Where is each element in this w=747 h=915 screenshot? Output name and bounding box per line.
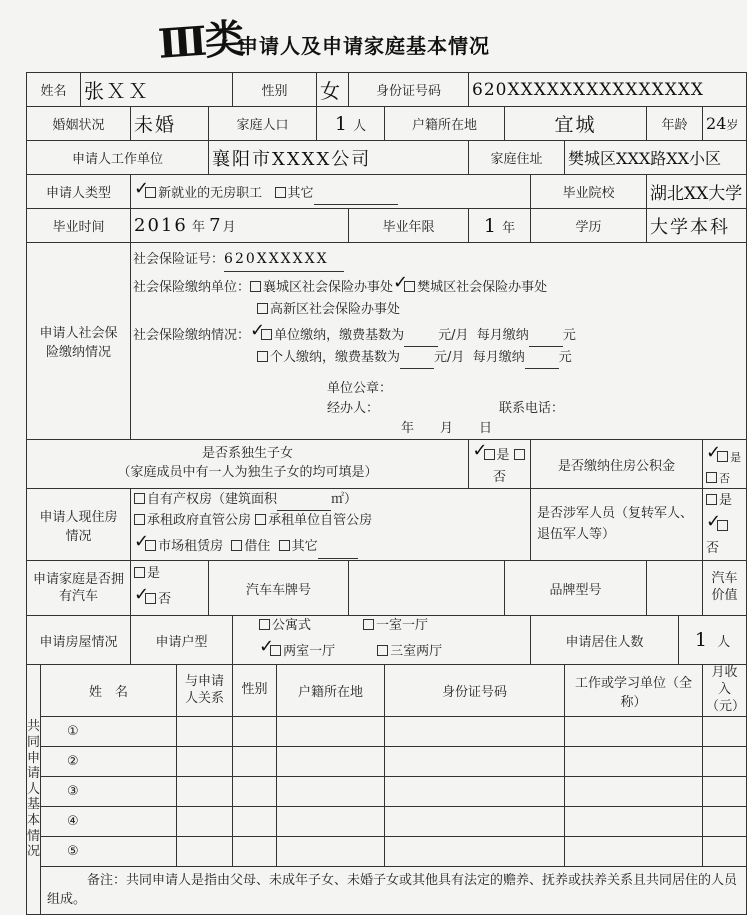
ss-handler: 经办人： <box>327 400 380 416</box>
only-child-tick-icon: ✓ <box>472 440 488 462</box>
ss-status-line-2 <box>133 348 746 369</box>
checkbox-one-room[interactable] <box>363 619 374 630</box>
checkbox-only-child-no[interactable] <box>514 449 525 460</box>
home-address-handwriting: 樊城区XXX路XX小区 <box>568 149 722 168</box>
area-blank[interactable] <box>277 490 331 511</box>
unit-type-opt3: 两室一厅 <box>283 644 336 660</box>
ss-per-month-2: 元/月 <box>434 349 465 365</box>
checkbox-own-property[interactable] <box>134 493 145 504</box>
only-child-yes: 是 <box>496 448 510 464</box>
only-child-label: 是否系独生子女 <box>202 446 294 462</box>
personal-monthly-blank[interactable] <box>525 348 559 369</box>
graduation-years-value <box>469 209 531 243</box>
co-header-relation: 与申请人关系 <box>177 665 233 717</box>
household-location-value <box>505 107 647 141</box>
id-number-handwriting: 620XXXXXXXXXXXXXXX <box>472 79 705 100</box>
ss-status-opt2: 个人缴纳，缴费基数为 <box>270 349 401 365</box>
unit-type-opt1: 公寓式 <box>272 618 312 634</box>
row-applicant-type <box>27 175 747 209</box>
housing-fund-no: 否 <box>719 471 731 485</box>
ss-status-tick-icon: ✓ <box>250 319 266 341</box>
housing-line-1 <box>134 490 527 511</box>
only-child-options <box>469 440 531 489</box>
unit-type-options <box>233 616 531 665</box>
only-child-note: （家庭成员中有一人为独生子女的均可填是） <box>117 465 378 481</box>
checkbox-gaoxin[interactable] <box>257 303 268 314</box>
apply-unit-type-label: 申请户型 <box>131 616 233 665</box>
unit-base-blank[interactable] <box>404 326 438 347</box>
applicant-type-tick-icon: ✓ <box>134 177 150 199</box>
only-child-cell <box>27 440 469 489</box>
co-header-household: 户籍所在地 <box>277 665 385 717</box>
row-current-housing <box>27 489 747 561</box>
ss-yuan-2: 元 <box>558 349 572 365</box>
military-no: 否 <box>706 540 720 556</box>
education-handwriting: 大学本科 <box>650 216 731 238</box>
unit-type-opt4: 三室两厅 <box>390 644 443 660</box>
home-address-value <box>565 141 747 175</box>
ss-unit-line <box>133 272 746 300</box>
checkbox-unit-public[interactable] <box>255 514 266 525</box>
co-row-number: ⑤ <box>41 836 177 866</box>
graduate-school-value <box>647 175 747 209</box>
unit-type-line-1 <box>259 616 527 636</box>
housing-opt6: 其它 <box>291 539 318 555</box>
id-number-value <box>469 73 747 107</box>
ss-number-label: 社会保险证号： <box>133 252 225 267</box>
row-car <box>27 561 747 616</box>
applicant-type-label: 申请人类型 <box>27 175 131 209</box>
graduation-time-label: 毕业时间 <box>27 209 131 243</box>
name-value <box>81 73 233 107</box>
form-title: 申请人及申请家庭基本情况 <box>238 34 490 58</box>
housing-line-2 <box>134 511 527 531</box>
has-car-options <box>131 561 209 616</box>
checkbox-car-yes[interactable] <box>134 567 145 578</box>
row-marital <box>27 107 747 141</box>
handwritten-category: Ⅲ类 <box>156 15 245 68</box>
name-handwriting: 张ＸＸ <box>84 79 151 103</box>
current-housing-options <box>131 489 531 561</box>
household-size-handwriting: 1 <box>334 112 349 135</box>
co-header-id: 身份证号码 <box>385 665 565 717</box>
co-row-number: ① <box>41 716 177 746</box>
car-yes: 是 <box>147 566 161 582</box>
co-header-gender: 性别 <box>233 665 277 717</box>
graduation-years-unit: 年 <box>502 220 516 236</box>
co-header-work: 工作或学习单位（全称） <box>565 665 703 717</box>
ss-number-line <box>133 249 746 272</box>
housing-tick-icon: ✓ <box>134 531 150 553</box>
age-handwriting: 24 <box>706 114 727 133</box>
graduate-school-handwriting: 湖北XX大学 <box>650 184 743 204</box>
option-other-type: 其它 <box>287 185 314 201</box>
military-tick-icon: ✓ <box>706 510 722 532</box>
id-number-label: 身份证号码 <box>349 73 469 107</box>
ss-status-label: 社会保险缴纳情况： <box>133 327 251 343</box>
table-row <box>27 836 747 866</box>
housing-fund-label: 是否缴纳住房公积金 <box>531 440 703 489</box>
unit-type-line-2 <box>259 636 527 664</box>
applicant-type-options <box>131 175 531 209</box>
military-label: 是否涉军人员（复转军人、退伍军人等） <box>531 489 703 561</box>
age-value <box>703 107 747 141</box>
work-unit-label: 申请人工作单位 <box>27 141 209 175</box>
row-social-security <box>27 243 747 440</box>
co-row-number: ④ <box>41 806 177 836</box>
only-child-no: 否 <box>493 470 507 486</box>
ss-status-opt1: 单位缴纳，缴费基数为 <box>274 327 405 343</box>
graduation-year-char: 年 <box>191 220 205 235</box>
brand-model-value[interactable] <box>647 561 703 616</box>
resident-count-unit: 人 <box>717 635 731 651</box>
graduation-year-handwriting: 2016 <box>134 215 188 236</box>
row-apply-housing <box>27 616 747 665</box>
checkbox-borrowed[interactable] <box>231 540 242 551</box>
housing-opt2: 承租政府直管公房 <box>147 513 252 529</box>
household-size-label: 家庭人口 <box>209 107 317 141</box>
military-yes: 是 <box>719 492 733 508</box>
education-label: 学历 <box>531 209 647 243</box>
housing-opt4: 市场租赁房 <box>158 539 224 555</box>
marital-handwriting: 未婚 <box>134 114 177 136</box>
ss-unit-tick-icon: ✓ <box>393 271 409 293</box>
plate-number-label: 汽车车牌号 <box>209 561 349 616</box>
ss-unit-line-2 <box>133 300 746 320</box>
checkbox-other-type[interactable] <box>275 187 286 198</box>
personal-base-blank[interactable] <box>400 348 434 369</box>
co-row-number: ③ <box>41 776 177 806</box>
military-options <box>703 489 747 561</box>
social-security-label: 申请人社会保险缴纳情况 <box>27 243 131 440</box>
home-address-label: 家庭住址 <box>469 141 565 175</box>
unit-monthly-blank[interactable] <box>529 326 563 347</box>
plate-number-value[interactable] <box>349 561 505 616</box>
checkbox-military-yes[interactable] <box>706 494 717 505</box>
work-unit-value <box>209 141 469 175</box>
education-value <box>647 209 747 243</box>
gender-label: 性别 <box>233 73 317 107</box>
car-tick-icon: ✓ <box>134 584 150 606</box>
age-unit: 岁 <box>726 118 739 132</box>
co-row-number: ② <box>41 746 177 776</box>
housing-fund-tick-icon: ✓ <box>706 441 722 463</box>
checkbox-housing-fund-no[interactable] <box>706 472 717 483</box>
car-value-label: 汽车价值 <box>703 561 747 616</box>
housing-fund-options <box>703 440 747 489</box>
resident-count-value <box>679 616 747 665</box>
ss-unit-opt3: 高新区社会保险办事处 <box>270 301 401 317</box>
table-row <box>27 716 747 746</box>
ss-per-month-1: 元/月 <box>438 327 469 343</box>
housing-area-unit: ㎡） <box>331 492 358 508</box>
ss-phone: 联系电话： <box>499 400 565 416</box>
name-label: 姓名 <box>27 73 81 107</box>
brand-model-label: 品牌型号 <box>505 561 647 616</box>
housing-fund-yes: 是 <box>730 450 742 464</box>
row-graduation <box>27 209 747 243</box>
ss-unit-opt1: 襄城区社会保险办事处 <box>263 279 394 295</box>
housing-other-blank[interactable] <box>318 537 358 558</box>
ss-monthly-pay-1: 每月缴纳 <box>476 327 529 343</box>
housing-opt1: 自有产权房（建筑面积 <box>147 492 278 508</box>
remark-row <box>27 866 747 914</box>
ss-unit-opt2: 樊城区社会保险办事处 <box>417 279 548 295</box>
graduate-school-label: 毕业院校 <box>531 175 647 209</box>
applicant-info-table <box>26 72 747 915</box>
table-row <box>27 806 747 836</box>
form-header <box>0 0 720 70</box>
ss-date-line: 年 月 日 <box>401 421 493 437</box>
ss-number-handwriting: 620XXXXXX <box>224 249 344 272</box>
age-label: 年龄 <box>647 107 703 141</box>
graduation-time-value <box>131 209 349 243</box>
unit-type-opt2: 一室一厅 <box>376 618 429 634</box>
unit-type-tick-icon: ✓ <box>259 636 275 658</box>
gender-value <box>317 73 349 107</box>
graduation-years-handwriting: 1 <box>483 214 499 237</box>
row-name <box>27 73 747 107</box>
social-security-content <box>131 243 747 440</box>
ss-yuan-1: 元 <box>562 327 576 343</box>
has-car-label: 申请家庭是否拥有汽车 <box>27 561 131 616</box>
checkbox-personal-pay[interactable] <box>257 351 268 362</box>
graduation-month-handwriting: 7 <box>209 215 223 236</box>
household-location-label: 户籍所在地 <box>385 107 505 141</box>
ss-seal-line: 单位公章： <box>327 380 393 396</box>
housing-line-3 <box>134 531 527 559</box>
co-applicant-header-row <box>27 665 747 717</box>
ss-handler-line <box>133 399 746 419</box>
ss-status-line <box>133 320 746 348</box>
household-size-value <box>317 107 385 141</box>
checkbox-apartment[interactable] <box>259 619 270 630</box>
car-no: 否 <box>158 592 172 608</box>
household-size-unit: 人 <box>353 118 367 134</box>
marital-status-label: 婚姻状况 <box>27 107 131 141</box>
apply-housing-label: 申请房屋情况 <box>27 616 131 665</box>
table-row <box>27 776 747 806</box>
graduation-month-char: 月 <box>222 220 236 235</box>
remark-text: 备注：共同申请人是指由父母、未成年子女、未婚子女或其他具有法定的赡养、抚养或扶养关系且共同居住的人员组成。 <box>41 866 747 914</box>
checkbox-housing-other[interactable] <box>279 540 290 551</box>
option-new-employee: 新就业的无房职工 <box>158 185 263 201</box>
work-unit-handwriting: 襄阳市XXXX公司 <box>212 148 372 170</box>
row-work <box>27 141 747 175</box>
current-housing-label: 申请人现住房情况 <box>27 489 131 561</box>
resident-count-handwriting: 1 <box>694 629 709 652</box>
gender-handwriting: 女 <box>320 79 343 103</box>
co-header-income: 月收入（元） <box>703 665 747 717</box>
ss-unit-label: 社会保险缴纳单位： <box>133 279 251 295</box>
household-location-handwriting: 宜城 <box>554 114 597 136</box>
row-only-child <box>27 440 747 489</box>
ss-monthly-pay-2: 每月缴纳 <box>472 349 525 365</box>
co-header-name: 姓 名 <box>41 665 177 717</box>
table-row <box>27 746 747 776</box>
other-type-blank[interactable] <box>314 184 398 205</box>
marital-status-value <box>131 107 209 141</box>
housing-opt3: 承租单位自管公房 <box>268 513 373 529</box>
graduation-years-label: 毕业年限 <box>349 209 469 243</box>
housing-opt5: 借住 <box>244 539 271 555</box>
resident-count-label: 申请居住人数 <box>531 616 679 665</box>
checkbox-gov-public[interactable] <box>134 514 145 525</box>
checkbox-xiangcheng[interactable] <box>250 281 261 292</box>
checkbox-three-room[interactable] <box>377 645 388 656</box>
co-applicants-label: 共同申请人基本情况 <box>27 665 41 915</box>
